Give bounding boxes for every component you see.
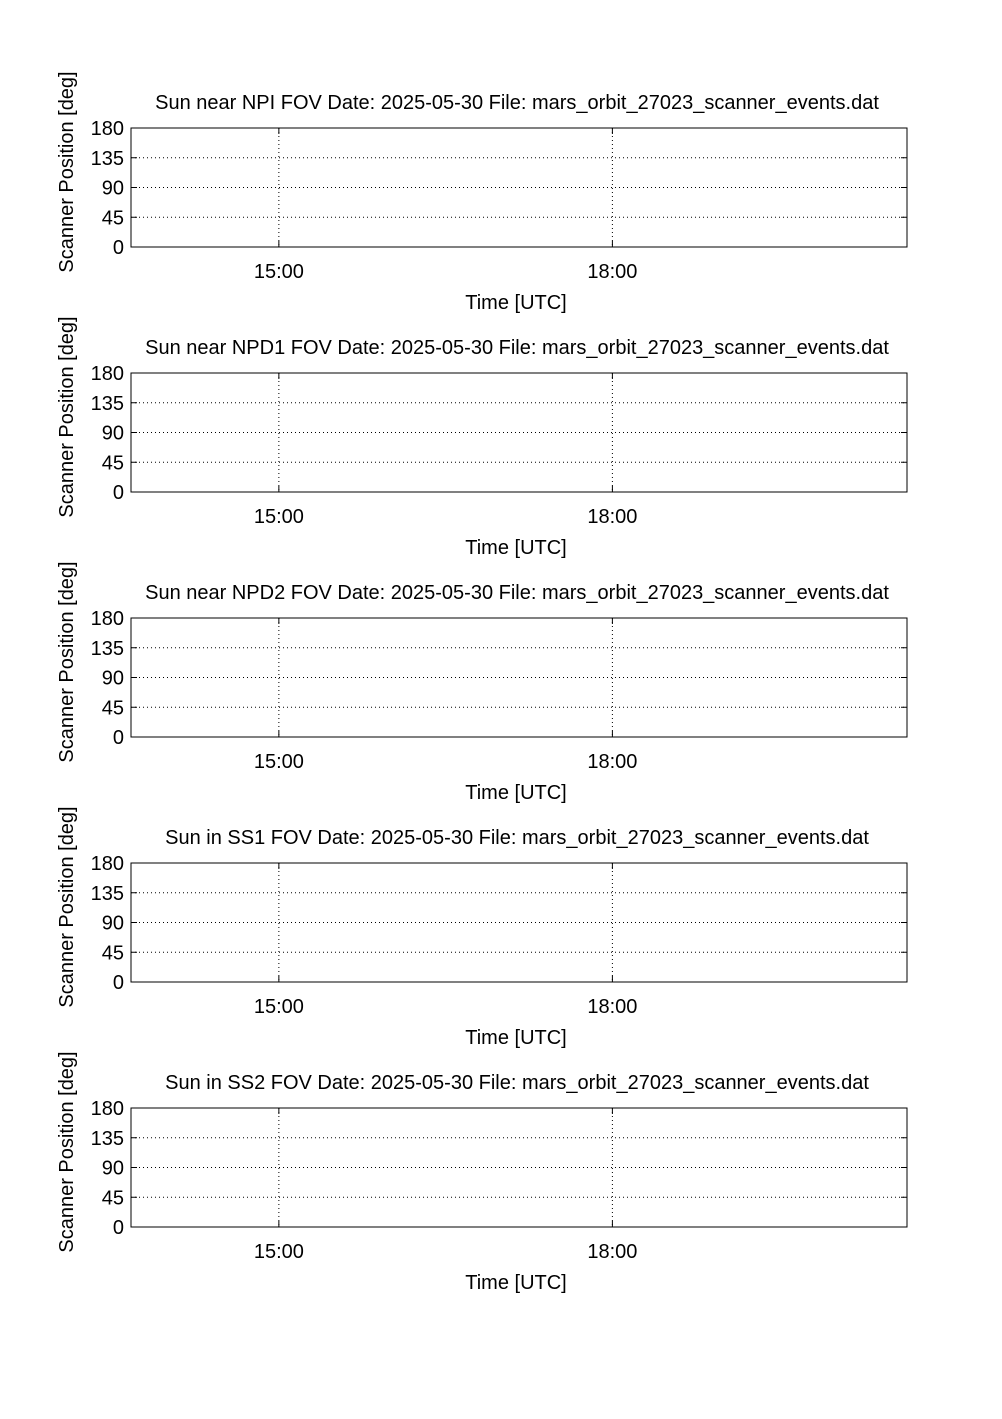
x-tick-label: 15:00 [253,261,304,283]
y-tick-label: 45 [101,452,124,475]
y-axis-label: Scanner Position [deg] [56,561,78,763]
y-tick-label: 0 [112,482,124,504]
y-tick-label: 135 [90,882,124,905]
x-axis-label: Time [UTC] [465,782,567,804]
chart-panel-2 [56,316,907,559]
y-tick-label: 90 [101,422,124,445]
y-axis-label: Scanner Position [deg] [56,1051,78,1253]
x-tick-label: 18:00 [587,1241,638,1263]
y-tick-label: 90 [101,1157,124,1180]
x-tick-label: 15:00 [253,751,304,773]
chart-panel-5 [56,1051,907,1294]
x-axis-label: Time [UTC] [465,292,567,314]
y-tick-label: 0 [112,727,124,749]
y-axis-label: Scanner Position [deg] [56,71,78,273]
x-tick-label: 18:00 [587,996,638,1018]
y-tick-label: 180 [90,363,124,385]
y-axis-label: Scanner Position [deg] [56,316,78,518]
y-tick-label: 45 [101,697,124,720]
x-axis-label: Time [UTC] [465,1027,567,1049]
x-axis-label: Time [UTC] [465,537,567,559]
chart-panel-1 [56,71,907,314]
y-tick-label: 0 [112,972,124,994]
x-tick-label: 18:00 [587,751,638,773]
x-tick-label: 18:00 [587,261,638,283]
y-tick-label: 135 [90,1127,124,1150]
chart-title: Sun near NPD2 FOV Date: 2025-05-30 File: mars_orbit_27023_scanner_events.dat [145,582,889,604]
chart-title: Sun in SS1 FOV Date: 2025-05-30 File: mars_orbit_27023_scanner_events.dat [165,827,869,849]
chart-panel-4 [56,806,907,1049]
y-tick-label: 0 [112,237,124,259]
y-tick-label: 180 [90,118,124,140]
x-tick-label: 15:00 [253,506,304,528]
y-tick-label: 45 [101,942,124,965]
y-tick-label: 45 [101,207,124,230]
y-tick-label: 180 [90,1098,124,1120]
y-tick-label: 0 [112,1217,124,1239]
x-tick-label: 15:00 [253,996,304,1018]
chart-panel-3 [56,561,907,804]
y-tick-label: 180 [90,853,124,875]
y-tick-label: 90 [101,912,124,935]
chart-title: Sun in SS2 FOV Date: 2025-05-30 File: mars_orbit_27023_scanner_events.dat [165,1072,869,1094]
y-tick-label: 90 [101,177,124,200]
y-tick-label: 135 [90,392,124,415]
x-tick-label: 15:00 [253,1241,304,1263]
y-tick-label: 90 [101,667,124,690]
chart-title: Sun near NPD1 FOV Date: 2025-05-30 File: mars_orbit_27023_scanner_events.dat [145,337,889,359]
y-tick-label: 135 [90,637,124,660]
x-axis-label: Time [UTC] [465,1272,567,1294]
y-tick-label: 45 [101,1187,124,1210]
y-axis-label: Scanner Position [deg] [56,806,78,1008]
x-tick-label: 18:00 [587,506,638,528]
chart-title: Sun near NPI FOV Date: 2025-05-30 File: mars_orbit_27023_scanner_events.dat [155,92,879,114]
y-tick-label: 135 [90,147,124,170]
y-tick-label: 180 [90,608,124,630]
